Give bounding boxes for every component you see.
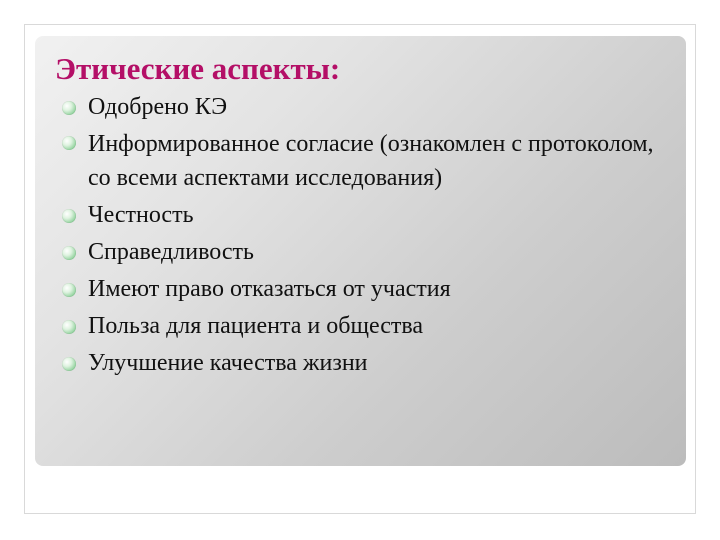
bullet-item-honesty (62, 197, 672, 234)
bullet-circle-icon (62, 209, 76, 223)
bullet-circle-icon (62, 357, 76, 371)
bullet-item-right-to-refuse (62, 271, 672, 308)
bullet-text: Справедливость (88, 239, 254, 265)
bullet-item-benefit (62, 308, 672, 345)
bullet-circle-icon (62, 101, 76, 115)
bullet-item-quality-of-life (62, 345, 672, 382)
bullet-text: Польза для пациента и общества (88, 313, 424, 339)
bullet-list (62, 89, 672, 382)
bullet-text: Честность (88, 202, 194, 228)
bullet-item-approved (62, 89, 672, 126)
bullet-text: Информированное согласие (ознакомлен с протоколом, со всеми аспектами исследования) (88, 131, 654, 191)
bullet-text: Имеют право отказаться от участия (88, 276, 451, 302)
bullet-circle-icon (62, 136, 76, 150)
bullet-circle-icon (62, 320, 76, 334)
bullet-item-informed-consent (62, 126, 672, 197)
bullet-item-fairness (62, 234, 672, 271)
bullet-circle-icon (62, 246, 76, 260)
slide-title: Этические аспекты: (55, 51, 341, 86)
bullet-text: Одобрено КЭ (88, 94, 228, 120)
bullet-circle-icon (62, 283, 76, 297)
bullet-text: Улучшение качества жизни (88, 350, 368, 376)
